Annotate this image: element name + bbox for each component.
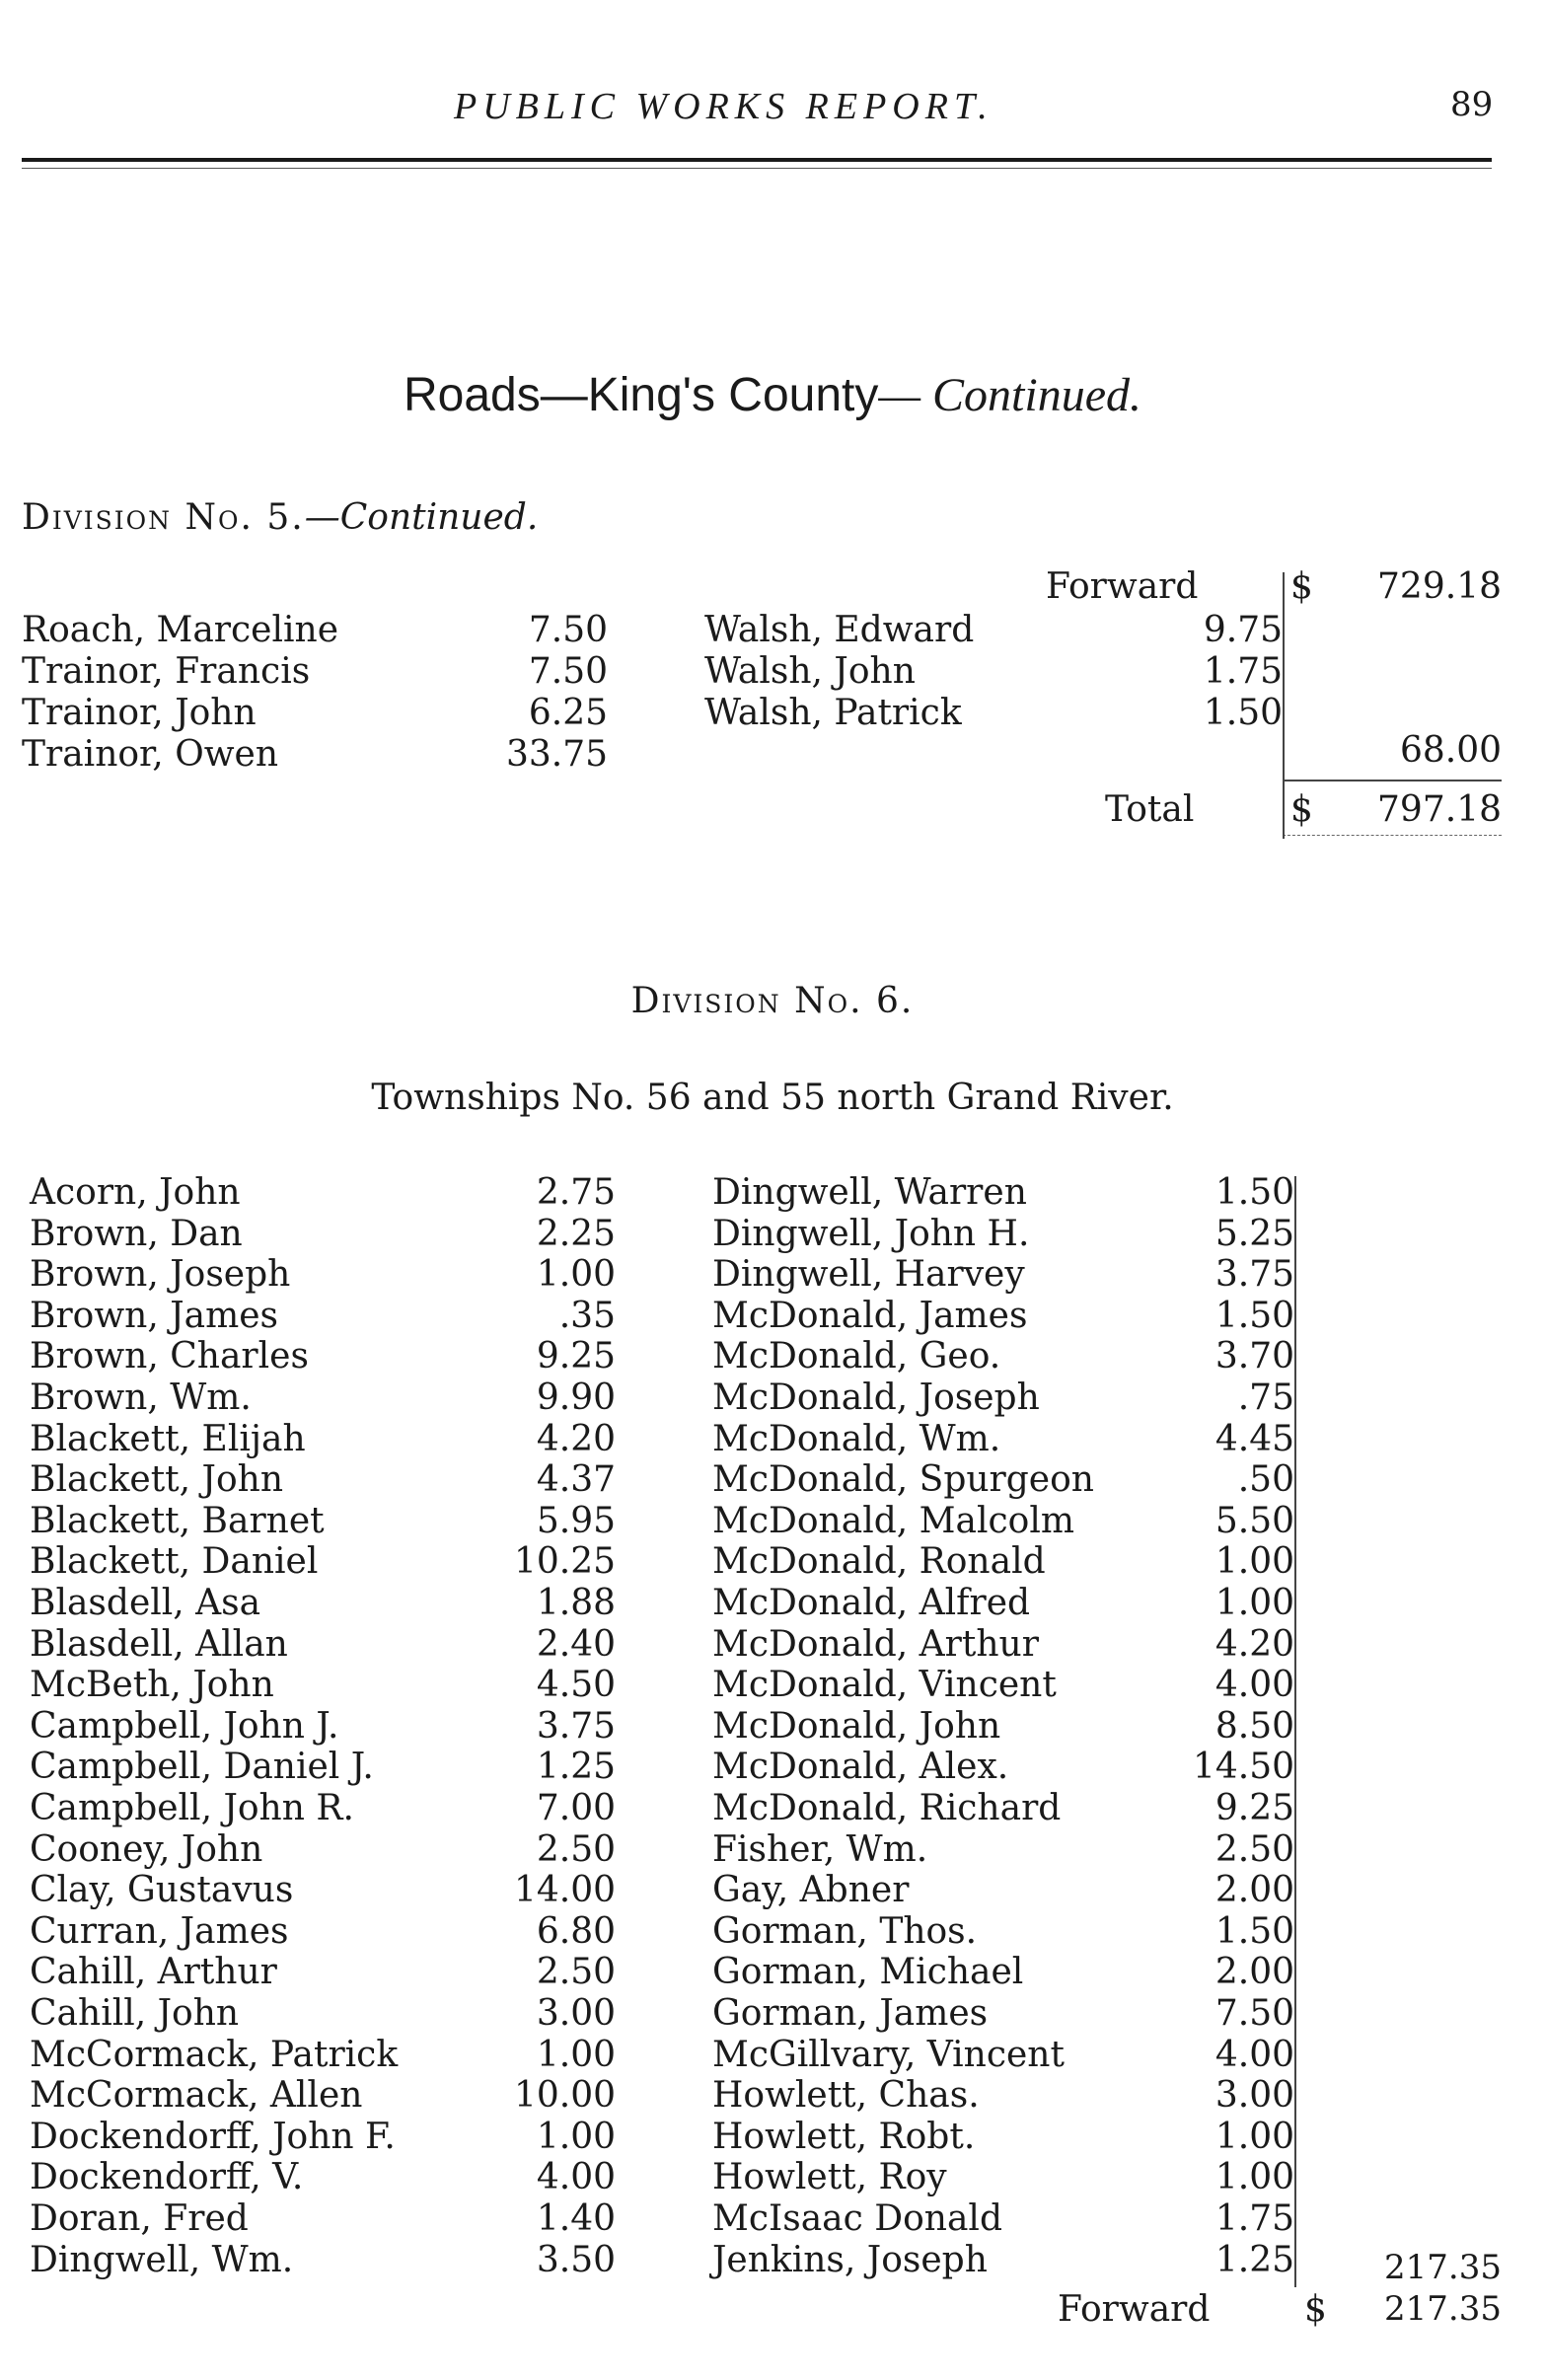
entry-amount: 1.50 <box>1214 1295 1294 1336</box>
entry-name: Acorn, John <box>30 1172 241 1213</box>
list-item <box>712 1870 1294 1911</box>
entry-name: Walsh, Edward <box>704 610 975 650</box>
entry-amount: .75 <box>1237 1377 1294 1418</box>
entry-amount: 3.70 <box>1214 1336 1294 1377</box>
list-item <box>30 1541 616 1583</box>
list-item <box>30 2035 616 2076</box>
entry-amount: 5.50 <box>1214 1500 1294 1541</box>
list-item <box>712 1706 1294 1748</box>
entry-name: McBeth, John <box>30 1665 274 1706</box>
entry-amount: 4.00 <box>536 2157 616 2198</box>
entry-amount: 3.50 <box>536 2239 616 2280</box>
entry-amount: 1.50 <box>1214 1172 1294 1213</box>
entry-name: Campbell, John R. <box>30 1788 354 1828</box>
running-title: PUBLIC WORKS REPORT. <box>454 86 993 127</box>
list-item <box>30 1788 616 1829</box>
entry-amount: 5.25 <box>1214 1213 1294 1254</box>
entry-name: McDonald, Wm. <box>712 1418 1001 1459</box>
entry-amount: 14.50 <box>1192 1747 1294 1788</box>
entry-amount: 2.40 <box>536 1623 616 1665</box>
list-item <box>30 1583 616 1624</box>
entry-amount: 8.50 <box>1214 1705 1294 1747</box>
entry-amount: 1.75 <box>1203 651 1283 692</box>
entry-amount: 2.50 <box>1214 1828 1294 1870</box>
list-item <box>712 1377 1294 1419</box>
entry-amount: 4.00 <box>1214 2034 1294 2075</box>
list-item <box>30 1706 616 1748</box>
entry-amount: 1.00 <box>1214 1541 1294 1583</box>
entry-name: Brown, Joseph <box>30 1254 291 1296</box>
entry-name: McIsaac Donald <box>712 2198 1002 2239</box>
entry-name: McDonald, Richard <box>712 1788 1062 1828</box>
list-item <box>712 1583 1294 1624</box>
entry-amount: 10.25 <box>513 1541 616 1583</box>
list-item <box>712 2198 1294 2240</box>
list-item <box>30 2117 616 2158</box>
list-item <box>704 610 1283 651</box>
division5-forward-amount: 729.18 <box>1377 566 1502 607</box>
list-item <box>712 1788 1294 1829</box>
entry-name: Jenkins, Joseph <box>712 2239 988 2280</box>
entry-name: Dingwell, Harvey <box>712 1254 1025 1296</box>
entry-name: Doran, Fred <box>30 2198 249 2239</box>
division6-column-total: 217.35 <box>1384 2248 1502 2287</box>
entry-amount: 10.00 <box>513 2075 616 2117</box>
entry-name: McDonald, Spurgeon <box>712 1459 1094 1501</box>
list-item <box>712 1624 1294 1666</box>
entry-name: Walsh, Patrick <box>704 693 962 733</box>
list-item <box>712 1541 1294 1583</box>
entry-amount: 1.00 <box>536 1254 616 1296</box>
list-item <box>712 1952 1294 1993</box>
entry-name: Curran, James <box>30 1910 289 1952</box>
entry-amount: 6.25 <box>528 693 608 733</box>
list-item <box>30 1459 616 1501</box>
entry-name: McGillvary, Vincent <box>712 2034 1065 2075</box>
entry-name: Gorman, James <box>712 1993 989 2034</box>
entry-name: Trainor, Francis <box>22 651 311 692</box>
entry-name: Cahill, John <box>30 1993 240 2034</box>
list-item <box>30 1419 616 1460</box>
division5-continued: —Continued. <box>304 497 539 538</box>
section-heading <box>0 367 1545 422</box>
entry-amount: .35 <box>558 1295 616 1336</box>
entry-amount: 2.50 <box>536 1828 616 1870</box>
entry-name: Campbell, Daniel J. <box>30 1747 374 1788</box>
entry-name: McCormack, Patrick <box>30 2034 399 2075</box>
entry-amount: 3.00 <box>1214 2075 1294 2117</box>
list-item <box>712 1336 1294 1377</box>
list-item <box>30 1747 616 1788</box>
entry-name: McDonald, Alfred <box>712 1583 1031 1623</box>
list-item <box>712 1172 1294 1214</box>
division6-forward-label: Forward <box>1058 2289 1211 2330</box>
entry-name: Howlett, Robt. <box>712 2116 976 2157</box>
division5-total-amount: 797.18 <box>1377 789 1502 830</box>
entry-name: McDonald, Geo. <box>712 1336 1001 1377</box>
list-item <box>30 1296 616 1337</box>
entry-name: Dockendorff, V. <box>30 2157 304 2198</box>
entry-amount: .50 <box>1237 1459 1294 1501</box>
section-heading-continued: — Continued. <box>878 369 1142 421</box>
entry-name: McDonald, Vincent <box>712 1665 1057 1706</box>
division5-total-rule <box>1283 780 1502 781</box>
entry-amount: 1.00 <box>536 2116 616 2157</box>
list-item <box>704 693 1283 734</box>
entry-name: Blasdell, Allan <box>30 1623 288 1665</box>
list-item <box>30 2157 616 2198</box>
entry-name: McCormack, Allen <box>30 2075 363 2117</box>
entry-amount: 4.50 <box>536 1665 616 1706</box>
list-item <box>712 1747 1294 1788</box>
entry-name: Gay, Abner <box>712 1870 910 1911</box>
list-item <box>712 2240 1294 2281</box>
entry-name: McDonald, Arthur <box>712 1623 1039 1665</box>
entry-amount: 9.90 <box>536 1377 616 1418</box>
list-item <box>30 1336 616 1377</box>
entry-name: Trainor, Owen <box>22 734 279 775</box>
list-item <box>30 2075 616 2117</box>
list-item <box>30 1829 616 1871</box>
header-rule-thin <box>22 168 1492 169</box>
division6-forward-dollar: $ <box>1304 2289 1327 2330</box>
list-item <box>22 610 608 651</box>
entry-name: Brown, Charles <box>30 1336 309 1377</box>
entry-name: McDonald, Ronald <box>712 1541 1046 1583</box>
list-item <box>30 2240 616 2281</box>
entry-name: Clay, Gustavus <box>30 1870 294 1911</box>
entry-amount: 4.20 <box>536 1418 616 1459</box>
entry-amount: 9.75 <box>1203 610 1283 650</box>
entry-amount: 7.50 <box>1214 1993 1294 2034</box>
entry-amount: 2.00 <box>1214 1952 1294 1993</box>
division6-column-rule <box>1294 1176 1296 2287</box>
entry-amount: 9.25 <box>536 1336 616 1377</box>
list-item <box>30 1172 616 1214</box>
entry-amount: 7.50 <box>528 610 608 650</box>
entry-name: Cooney, John <box>30 1828 263 1870</box>
entry-amount: 3.75 <box>1214 1254 1294 1296</box>
list-item <box>30 1993 616 2035</box>
entry-name: Cahill, Arthur <box>30 1952 277 1993</box>
list-item <box>30 1952 616 1993</box>
entry-amount: 2.50 <box>536 1952 616 1993</box>
entry-amount: 9.25 <box>1214 1788 1294 1828</box>
entry-name: Blasdell, Asa <box>30 1583 261 1623</box>
division5-forward-label: Forward <box>1046 566 1199 607</box>
list-item <box>712 2035 1294 2076</box>
entry-name: Campbell, John J. <box>30 1705 339 1747</box>
list-item <box>30 1501 616 1542</box>
entry-amount: 1.88 <box>536 1583 616 1623</box>
list-item <box>30 1377 616 1419</box>
entry-name: McDonald, James <box>712 1295 1028 1336</box>
entry-amount: 4.37 <box>536 1459 616 1501</box>
entry-amount: 7.50 <box>528 651 608 692</box>
list-item <box>30 1870 616 1911</box>
list-item <box>712 1911 1294 1953</box>
entry-name: Blackett, Barnet <box>30 1500 325 1541</box>
entry-name: McDonald, Malcolm <box>712 1500 1074 1541</box>
division5-column-rule <box>1283 572 1285 839</box>
entry-name: Howlett, Chas. <box>712 2075 980 2117</box>
list-item <box>712 1254 1294 1296</box>
entry-name: Roach, Marceline <box>22 610 338 650</box>
entry-amount: 1.00 <box>1214 2116 1294 2157</box>
list-item <box>712 1296 1294 1337</box>
entry-amount: 1.25 <box>536 1747 616 1788</box>
entry-amount: 4.20 <box>1214 1623 1294 1665</box>
entry-name: Gorman, Thos. <box>712 1910 978 1952</box>
entry-amount: 1.40 <box>536 2198 616 2239</box>
list-item <box>704 651 1283 693</box>
entry-amount: 5.95 <box>536 1500 616 1541</box>
list-item <box>30 1254 616 1296</box>
entry-amount: 3.75 <box>536 1705 616 1747</box>
entry-amount: 3.00 <box>536 1993 616 2034</box>
division5-total-dollar: $ <box>1290 789 1313 830</box>
entry-amount: 1.00 <box>536 2034 616 2075</box>
list-item <box>712 1501 1294 1542</box>
list-item <box>30 1624 616 1666</box>
list-item <box>22 651 608 693</box>
list-item <box>712 2117 1294 2158</box>
list-item <box>22 693 608 734</box>
entry-amount: 4.45 <box>1214 1418 1294 1459</box>
list-item <box>712 1459 1294 1501</box>
list-item <box>30 1665 616 1706</box>
division6-subtitle: Townships No. 56 and 55 north Grand River. <box>371 1078 1174 1118</box>
entry-amount: 6.80 <box>536 1910 616 1952</box>
running-head <box>0 85 1545 130</box>
division5-subtotal: 68.00 <box>1399 730 1502 771</box>
entry-name: Brown, Dan <box>30 1213 243 1254</box>
list-item <box>30 1911 616 1953</box>
entry-name: Blackett, Elijah <box>30 1418 306 1459</box>
entry-amount: 1.00 <box>1214 2157 1294 2198</box>
list-item <box>712 1993 1294 2035</box>
division6-forward-amount: 217.35 <box>1384 2289 1502 2329</box>
division5-forward-dollar: $ <box>1290 566 1313 607</box>
division5-total-label: Total <box>1105 789 1195 830</box>
entry-name: Dockendorff, John F. <box>30 2116 396 2157</box>
division5-label-text: Division No. 5. <box>22 497 305 538</box>
entry-amount: 1.25 <box>1214 2239 1294 2280</box>
entry-name: Dingwell, Wm. <box>30 2239 294 2280</box>
entry-name: Dingwell, John H. <box>712 1213 1030 1254</box>
entry-name: Howlett, Roy <box>712 2157 947 2198</box>
entry-name: Fisher, Wm. <box>712 1828 928 1870</box>
entry-amount: 1.50 <box>1203 693 1283 733</box>
division6-label: Division No. 6. <box>630 981 915 1021</box>
page-number: 89 <box>1450 85 1494 124</box>
entry-amount: 2.75 <box>536 1172 616 1213</box>
entry-name: Dingwell, Warren <box>712 1172 1027 1213</box>
entry-name: Trainor, John <box>22 693 257 733</box>
header-rule <box>22 158 1492 162</box>
division5-total-underline <box>1283 835 1502 836</box>
entry-amount: 2.00 <box>1214 1870 1294 1911</box>
entry-name: Blackett, Daniel <box>30 1541 319 1583</box>
entry-name: Brown, James <box>30 1295 279 1336</box>
entry-name: McDonald, Joseph <box>712 1377 1040 1418</box>
entry-amount: 1.50 <box>1214 1910 1294 1952</box>
list-item <box>30 1214 616 1255</box>
entry-amount: 1.00 <box>1214 1583 1294 1623</box>
list-item <box>712 1419 1294 1460</box>
list-item <box>712 2075 1294 2117</box>
division5-label <box>22 497 538 538</box>
entry-amount: 2.25 <box>536 1213 616 1254</box>
list-item <box>712 1665 1294 1706</box>
entry-name: McDonald, Alex. <box>712 1747 1009 1788</box>
list-item <box>22 734 608 776</box>
section-heading-main: Roads—King's County <box>403 369 879 421</box>
entry-amount: 7.00 <box>536 1788 616 1828</box>
entry-amount: 4.00 <box>1214 1665 1294 1706</box>
entry-name: Brown, Wm. <box>30 1377 252 1418</box>
entry-name: Blackett, John <box>30 1459 284 1501</box>
entry-amount: 14.00 <box>513 1870 616 1911</box>
entry-name: Gorman, Michael <box>712 1952 1024 1993</box>
entry-amount: 1.75 <box>1214 2198 1294 2239</box>
entry-amount: 33.75 <box>505 734 608 775</box>
list-item <box>712 1214 1294 1255</box>
list-item <box>712 2157 1294 2198</box>
list-item <box>712 1829 1294 1871</box>
list-item <box>30 2198 616 2240</box>
entry-name: Walsh, John <box>704 651 916 692</box>
entry-name: McDonald, John <box>712 1705 1001 1747</box>
